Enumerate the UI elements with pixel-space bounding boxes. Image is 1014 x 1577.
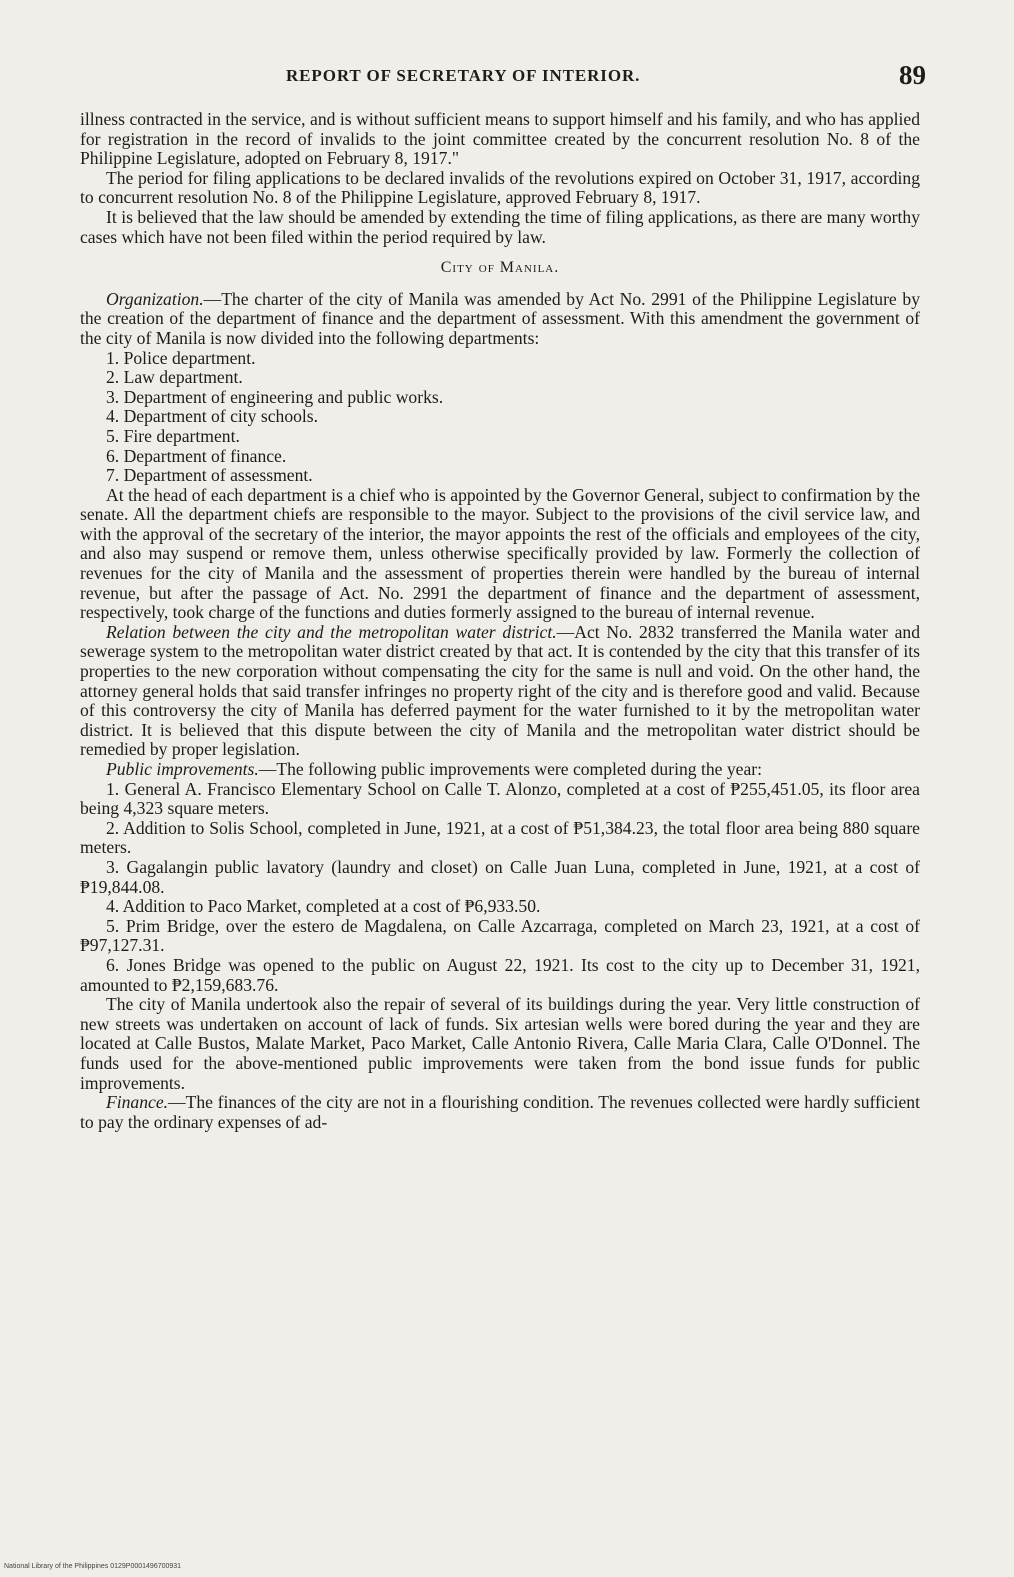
page-number: 89 — [899, 60, 926, 90]
list-item: 2. Law department. — [106, 367, 243, 388]
public-improvements-text: —The following public improvements were completed during the year: — [258, 759, 763, 779]
runin-heading-water-district: Relation between the city and the metropolitan water district. — [106, 621, 557, 642]
paragraph-department-heads: At the head of each department is a chief who is appointed by the Governor General, subject to confirmation by the senate. All the department chiefs are responsible to the mayor. Subject to the provisions of the civil service law, and with the approval of the secretary of the interior, the mayor appoints the rest of the officials and employees of the city, and also may suspend or remove them, unless otherwise specifically provided by law. Formerly the collection of revenues for the city of Manila and the assessment of properties therein were handled by the bureau of internal revenue, but after the passage of Act. No. 2991 the department of finance and the department of assessment, respectively, took charge of the functions and duties formerly assigned to the bureau of internal revenue. — [80, 484, 920, 623]
organization-text: —The charter of the city of Manila was amended by Act No. 2991 of the Philippine Legislature by the creation of the department of finance and the department of assessment. With this amendment the government of the city of Manila is now divided into the following departments: — [80, 288, 920, 348]
section-title-city-of-manila: City of Manila. — [440, 259, 560, 277]
list-item: 3. Department of engineering and public works. — [106, 386, 444, 407]
paragraph-invalids-continued: illness contracted in the service, and is without sufficient means to support himself and his family, and who has applied for registration in the record of invalids to the joint committee created by the concurrent resolution No. 8 of the Philippine Legislature, adopted on February 8, 1917." — [80, 109, 920, 169]
list-item: 2. Addition to Solis School, completed in June, 1921, at a cost of ₱51,384.23, the total floor area being 880 square meters. — [80, 817, 920, 858]
paragraph-public-improvements — [80, 760, 920, 780]
list-item: 1. Police department. — [106, 347, 256, 368]
page-header — [80, 60, 926, 100]
list-item: 5. Fire department. — [106, 425, 240, 446]
list-item: 7. Department of assessment. — [106, 465, 313, 486]
running-head: REPORT OF SECRETARY OF INTERIOR. — [286, 66, 641, 85]
paragraph-law-amendment: It is believed that the law should be amended by extending the time of filing applications, as there are many worthy cases which have not been filed within the period required by law. — [80, 206, 920, 247]
list-item: 1. General A. Francisco Elementary School on Calle T. Alonzo, completed at a cost of ₱255,451.05, its floor area being 4,323 square meters. — [80, 778, 920, 819]
improvements-list — [80, 780, 920, 996]
scan-credit: National Library of the Philippines 0129P0001496700931 — [4, 1563, 182, 1570]
runin-heading-organization: Organization. — [106, 288, 204, 309]
list-item: 5. Prim Bridge, over the estero de Magdalena, on Calle Azcarraga, completed on March 23, 1921, at a cost of ₱97,127.31. — [80, 915, 920, 956]
runin-heading-finance: Finance. — [106, 1092, 169, 1113]
paragraph-finance — [80, 1093, 920, 1132]
paragraph-water-district — [80, 623, 920, 760]
runin-heading-public-improvements: Public improvements. — [106, 759, 259, 779]
list-item: 3. Gagalangin public lavatory (laundry and closet) on Calle Juan Luna, completed in June, 1921, at a cost of ₱19,844.08. — [80, 856, 920, 897]
finance-text: —The finances of the city are not in a flourishing condition. The revenues collected were hardly sufficient to pay the ordinary expenses of ad- — [80, 1092, 920, 1132]
water-district-text: —Act No. 2832 transferred the Manila water and sewerage system to the metropolitan water district created by that act. It is contended by the city that this transfer of its properties to the new corporation without compensating the city for the same is null and void. On the other hand, the attorney general holds that said transfer infringes no property right of the city and is therefore good and valid. Because of this controversy the city of Manila has deferred payment for the water furnished to it by the metropolitan water district. It is believed that this dispute between the city of Manila and the metropolitan water district should be remedied by proper legislation. — [80, 621, 920, 760]
paragraph-repairs-and-wells: The city of Manila undertook also the repair of several of its buildings during the year. Very little construction of new streets was undertaken on account of lack of funds. Six artesian wells were bored during the year and they are located at Calle Bustos, Malate Market, Paco Market, Calle Antonio Rivera, Calle Maria Clara, Calle O'Donnel. The funds used for the above-mentioned public improvements were taken from the bond issue funds for public improvements. — [80, 994, 920, 1093]
paragraph-organization — [80, 290, 920, 349]
list-item: 4. Addition to Paco Market, completed at a cost of ₱6,933.50. — [106, 896, 541, 917]
list-item: 6. Department of finance. — [106, 445, 287, 466]
list-item: 6. Jones Bridge was opened to the public on August 22, 1921. Its cost to the city up to December 31, 1921, amounted to ₱2,159,683.76. — [80, 954, 920, 995]
page-body — [80, 110, 920, 1132]
department-list — [80, 349, 920, 486]
list-item: 4. Department of city schools. — [106, 406, 319, 427]
paragraph-filing-period: The period for filing applications to be declared invalids of the revolutions expired on October 31, 1917, according to concurrent resolution No. 8 of the Philippine Legislature, approved February 8, 1917. — [80, 167, 920, 208]
